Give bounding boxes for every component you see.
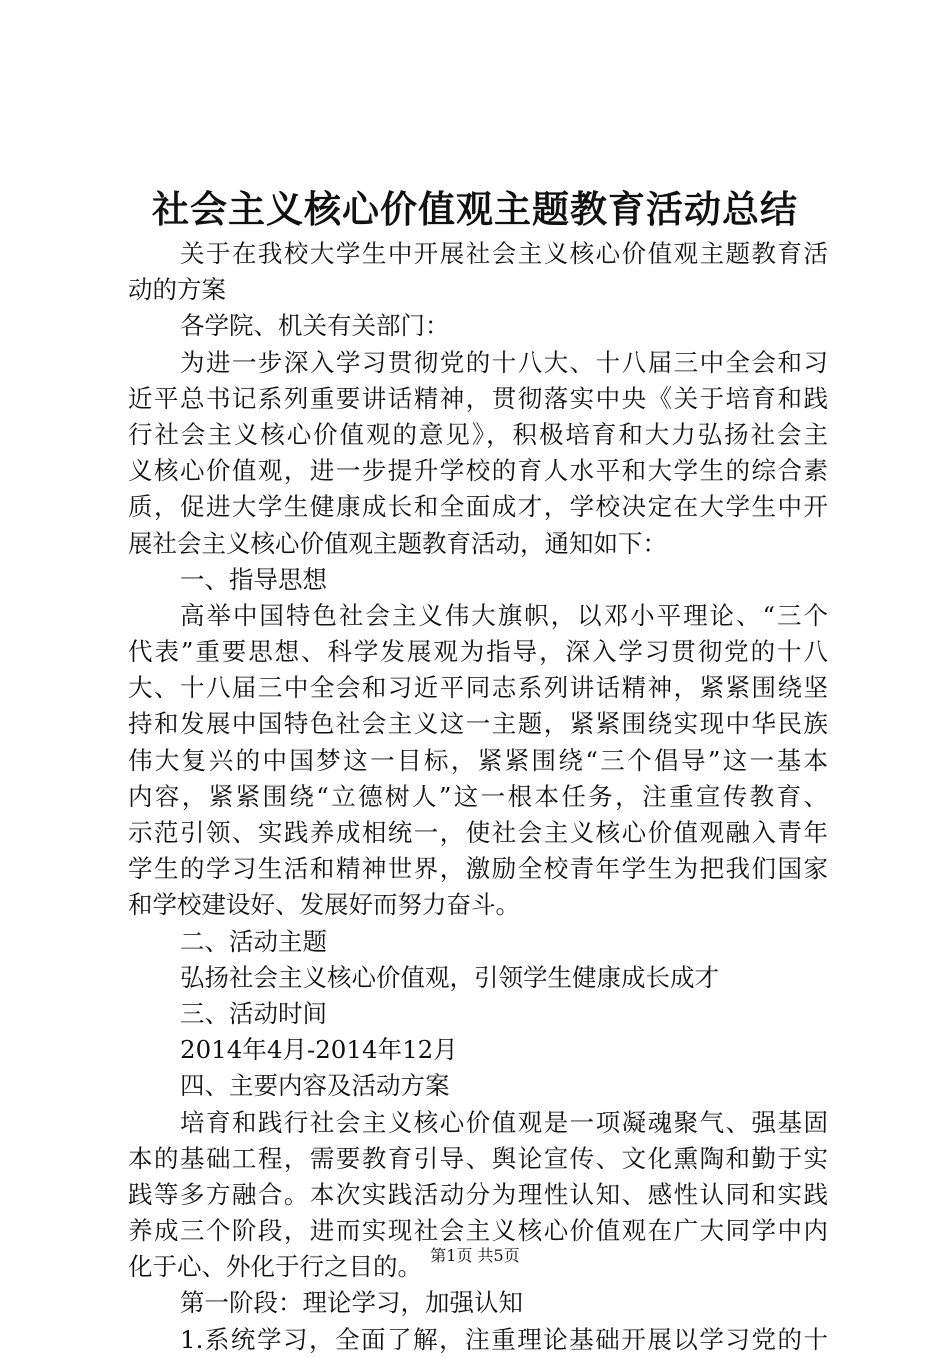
text-line: 大、十八届三中全会和习近平同志系列讲话精神，紧紧围绕坚 [128,673,828,703]
text-line: 为进一步深入学习贯彻党的十八大、十八届三中全会和习 [180,347,828,377]
text-line: 展社会主义核心价值观主题教育活动，通知如下： [128,528,667,558]
text-line: 践等多方融合。本次实践活动分为理性认知、感性认同和实践 [128,1179,828,1209]
text-line: 2014年4月-2014年12月 [180,1035,458,1065]
text-line: 示范引领、实践养成相统一，使社会主义核心价值观融入青年 [128,818,828,847]
text-line: 动的方案 [128,275,226,305]
text-line: 第一阶段：理论学习，加强认知 [180,1288,523,1318]
text-line: 高举中国特色社会主义伟大旗帜，以邓小平理论、“三个 [180,600,828,630]
text-line: 三、活动时间 [180,998,327,1028]
text-line: 和学校建设好、发展好而努力奋斗。 [128,890,520,920]
text-line: 持和发展中国特色社会主义这一主题，紧紧围绕实现中华民族 [128,709,828,739]
text-line: 化于心、外化于行之目的。 [128,1252,422,1282]
text-line: 质，促进大学生健康成长和全面成才，学校决定在大学生中开 [128,492,828,522]
text-line: 内容，紧紧围绕“立德树人”这一根本任务，注重宣传教育、 [128,781,828,811]
text-line: 培育和践行社会主义核心价值观是一项凝魂聚气、强基固 [180,1107,828,1137]
document-title: 社会主义核心价值观主题教育活动总结 [152,187,798,231]
text-line: 各学院、机关有关部门： [180,311,450,341]
text-line: 弘扬社会主义核心价值观，引领学生健康成长成才 [180,962,719,992]
text-line: 行社会主义核心价值观的意见》，积极培育和大力弘扬社会主 [128,419,828,449]
text-line: 四、主要内容及活动方案 [180,1071,450,1101]
text-line: 1.系统学习，全面了解，注重理论基础开展以学习党的十 [180,1324,828,1354]
document-body [128,236,828,1358]
page-indicator: 第1页 共5页 [430,1246,520,1265]
text-line: 学生的学习生活和精神世界，激励全校青年学生为把我们国家 [128,854,828,884]
text-line: 伟大复兴的中国梦这一目标，紧紧围绕“三个倡导”这一基本 [128,745,828,775]
text-line: 义核心价值观，进一步提升学校的育人水平和大学生的综合素 [128,456,828,486]
text-line: 近平总书记系列重要讲话精神，贯彻落实中央《关于培育和践 [128,383,828,413]
text-line: 代表”重要思想、科学发展观为指导，深入学习贯彻党的十八 [128,637,828,667]
text-line: 二、活动主题 [180,926,327,956]
text-line: 一、指导思想 [180,564,327,594]
text-line: 本的基础工程，需要教育引导、舆论宣传、文化熏陶和勤于实 [128,1143,828,1173]
text-line: 关于在我校大学生中开展社会主义核心价值观主题教育活 [180,239,828,268]
text-line: 养成三个阶段，进而实现社会主义核心价值观在广大同学中内 [128,1216,828,1246]
